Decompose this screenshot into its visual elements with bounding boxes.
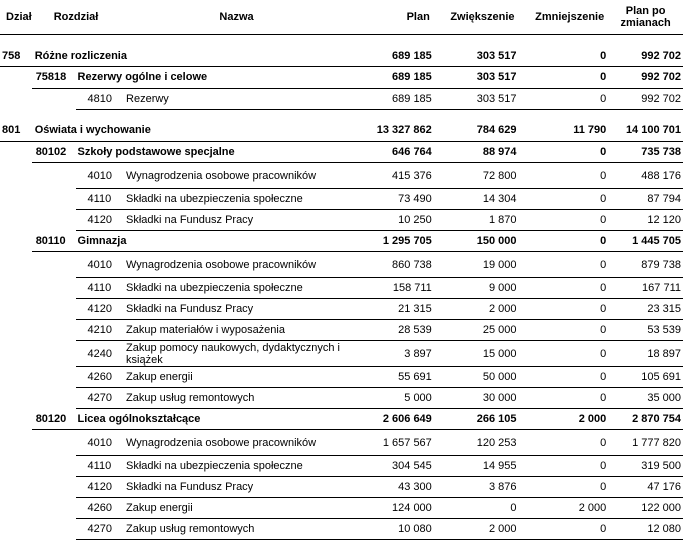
dzial-code: 801 bbox=[0, 120, 32, 142]
empty-cell bbox=[32, 498, 76, 519]
plan-po-zmianach-value: 167 711 bbox=[608, 278, 683, 299]
zwiekszenie-value: 150 000 bbox=[434, 231, 519, 252]
paragraf-row bbox=[0, 189, 683, 210]
plan-po-zmianach-value: 23 315 bbox=[608, 299, 683, 320]
dzial-row bbox=[0, 45, 683, 67]
plan-value: 13 327 862 bbox=[361, 120, 434, 142]
empty-cell bbox=[0, 231, 32, 252]
zmniejszenie-value: 0 bbox=[519, 45, 609, 67]
zwiekszenie-value: 303 517 bbox=[434, 45, 519, 67]
zwiekszenie-value: 2 000 bbox=[434, 519, 519, 540]
zwiekszenie-value: 303 517 bbox=[434, 88, 519, 109]
dzial-name: Oświata i wychowanie bbox=[32, 120, 361, 142]
dzial-name: Różne rozliczenia bbox=[32, 45, 361, 67]
zwiekszenie-value: 88 974 bbox=[434, 141, 519, 163]
plan-value: 28 539 bbox=[361, 320, 434, 341]
empty-cell bbox=[32, 456, 76, 477]
header-rozdzial: Rozdział bbox=[32, 0, 112, 35]
paragraf-name: Wynagrodzenia osobowe pracowników bbox=[112, 252, 361, 278]
paragraf-code: 4210 bbox=[76, 320, 112, 341]
empty-cell bbox=[0, 409, 32, 430]
zwiekszenie-value: 1 870 bbox=[434, 210, 519, 231]
plan-value: 689 185 bbox=[361, 67, 434, 89]
plan-po-zmianach-value: 2 870 754 bbox=[608, 409, 683, 430]
rozdzial-row bbox=[0, 231, 683, 252]
empty-cell bbox=[0, 498, 32, 519]
paragraf-name: Składki na ubezpieczenia społeczne bbox=[112, 278, 361, 299]
empty-cell bbox=[0, 341, 32, 367]
paragraf-row bbox=[0, 88, 683, 109]
paragraf-row bbox=[0, 456, 683, 477]
rozdzial-code: 80120 bbox=[32, 409, 76, 430]
paragraf-row bbox=[0, 367, 683, 388]
header-nazwa: Nazwa bbox=[112, 0, 361, 35]
plan-value: 73 490 bbox=[361, 189, 434, 210]
zwiekszenie-value: 30 000 bbox=[434, 388, 519, 409]
zwiekszenie-value: 3 876 bbox=[434, 477, 519, 498]
empty-cell bbox=[0, 299, 32, 320]
zwiekszenie-value: 266 105 bbox=[434, 409, 519, 430]
plan-po-zmianach-value: 319 500 bbox=[608, 456, 683, 477]
plan-po-zmianach-value: 18 897 bbox=[608, 341, 683, 367]
empty-cell bbox=[0, 67, 32, 89]
empty-cell bbox=[0, 519, 32, 540]
plan-po-zmianach-value: 53 539 bbox=[608, 320, 683, 341]
empty-cell bbox=[0, 430, 32, 456]
paragraf-row bbox=[0, 498, 683, 519]
plan-po-zmianach-value: 488 176 bbox=[608, 163, 683, 189]
plan-value: 646 764 bbox=[361, 141, 434, 163]
dzial-code: 758 bbox=[0, 45, 32, 67]
table-body bbox=[0, 35, 683, 540]
paragraf-name: Składki na ubezpieczenia społeczne bbox=[112, 189, 361, 210]
spacer-cell bbox=[0, 109, 683, 120]
spacer-row bbox=[0, 35, 683, 46]
zmniejszenie-value: 0 bbox=[519, 252, 609, 278]
plan-value: 1 295 705 bbox=[361, 231, 434, 252]
paragraf-row bbox=[0, 278, 683, 299]
header-dzial: Dział bbox=[0, 0, 32, 35]
paragraf-code: 4270 bbox=[76, 388, 112, 409]
paragraf-code: 4260 bbox=[76, 367, 112, 388]
empty-cell bbox=[0, 210, 32, 231]
rozdzial-name: Rezerwy ogólne i celowe bbox=[76, 67, 362, 89]
paragraf-name: Wynagrodzenia osobowe pracowników bbox=[112, 430, 361, 456]
zwiekszenie-value: 72 800 bbox=[434, 163, 519, 189]
rozdzial-row bbox=[0, 141, 683, 163]
zmniejszenie-value: 0 bbox=[519, 189, 609, 210]
paragraf-name: Wynagrodzenia osobowe pracowników bbox=[112, 163, 361, 189]
zwiekszenie-value: 120 253 bbox=[434, 430, 519, 456]
paragraf-row bbox=[0, 210, 683, 231]
empty-cell bbox=[32, 367, 76, 388]
plan-value: 10 080 bbox=[361, 519, 434, 540]
empty-cell bbox=[0, 252, 32, 278]
plan-value: 3 897 bbox=[361, 341, 434, 367]
spacer-cell bbox=[0, 35, 683, 46]
empty-cell bbox=[0, 88, 32, 109]
paragraf-row bbox=[0, 341, 683, 367]
zwiekszenie-value: 14 955 bbox=[434, 456, 519, 477]
plan-po-zmianach-value: 879 738 bbox=[608, 252, 683, 278]
plan-value: 124 000 bbox=[361, 498, 434, 519]
plan-po-zmianach-value: 87 794 bbox=[608, 189, 683, 210]
paragraf-code: 4120 bbox=[76, 299, 112, 320]
empty-cell bbox=[0, 163, 32, 189]
plan-value: 10 250 bbox=[361, 210, 434, 231]
paragraf-name: Zakup usług remontowych bbox=[112, 388, 361, 409]
paragraf-code: 4120 bbox=[76, 210, 112, 231]
paragraf-code: 4010 bbox=[76, 430, 112, 456]
paragraf-name: Rezerwy bbox=[112, 88, 361, 109]
empty-cell bbox=[0, 456, 32, 477]
zwiekszenie-value: 0 bbox=[434, 498, 519, 519]
zwiekszenie-value: 14 304 bbox=[434, 189, 519, 210]
plan-po-zmianach-value: 122 000 bbox=[608, 498, 683, 519]
plan-value: 689 185 bbox=[361, 45, 434, 67]
empty-cell bbox=[0, 189, 32, 210]
plan-value: 5 000 bbox=[361, 388, 434, 409]
header-zmniejszenie: Zmniejszenie bbox=[519, 0, 609, 35]
zmniejszenie-value: 0 bbox=[519, 299, 609, 320]
empty-cell bbox=[32, 189, 76, 210]
zwiekszenie-value: 19 000 bbox=[434, 252, 519, 278]
empty-cell bbox=[32, 477, 76, 498]
zmniejszenie-value: 11 790 bbox=[519, 120, 609, 142]
zmniejszenie-value: 0 bbox=[519, 278, 609, 299]
plan-value: 1 657 567 bbox=[361, 430, 434, 456]
paragraf-name: Składki na Fundusz Pracy bbox=[112, 210, 361, 231]
paragraf-name: Składki na Fundusz Pracy bbox=[112, 299, 361, 320]
zwiekszenie-value: 9 000 bbox=[434, 278, 519, 299]
paragraf-row bbox=[0, 388, 683, 409]
plan-po-zmianach-value: 105 691 bbox=[608, 367, 683, 388]
zwiekszenie-value: 2 000 bbox=[434, 299, 519, 320]
empty-cell bbox=[32, 388, 76, 409]
empty-cell bbox=[32, 210, 76, 231]
empty-cell bbox=[0, 141, 32, 163]
zwiekszenie-value: 50 000 bbox=[434, 367, 519, 388]
plan-value: 689 185 bbox=[361, 88, 434, 109]
rozdzial-code: 80102 bbox=[32, 141, 76, 163]
empty-cell bbox=[32, 341, 76, 367]
empty-cell bbox=[32, 320, 76, 341]
plan-value: 2 606 649 bbox=[361, 409, 434, 430]
paragraf-name: Składki na ubezpieczenia społeczne bbox=[112, 456, 361, 477]
rozdzial-name: Gimnazja bbox=[76, 231, 362, 252]
empty-cell bbox=[0, 477, 32, 498]
paragraf-name: Zakup materiałów i wyposażenia bbox=[112, 320, 361, 341]
empty-cell bbox=[32, 163, 76, 189]
header-zwiekszenie: Zwiększenie bbox=[434, 0, 519, 35]
plan-po-zmianach-value: 992 702 bbox=[608, 67, 683, 89]
rozdzial-row bbox=[0, 409, 683, 430]
table-header bbox=[0, 0, 683, 35]
zmniejszenie-value: 0 bbox=[519, 210, 609, 231]
empty-cell bbox=[0, 320, 32, 341]
plan-po-zmianach-value: 992 702 bbox=[608, 88, 683, 109]
rozdzial-name: Szkoły podstawowe specjalne bbox=[76, 141, 362, 163]
zmniejszenie-value: 0 bbox=[519, 477, 609, 498]
zmniejszenie-value: 0 bbox=[519, 163, 609, 189]
empty-cell bbox=[32, 519, 76, 540]
empty-cell bbox=[32, 88, 76, 109]
rozdzial-code: 80110 bbox=[32, 231, 76, 252]
plan-value: 21 315 bbox=[361, 299, 434, 320]
paragraf-code: 4110 bbox=[76, 189, 112, 210]
zmniejszenie-value: 0 bbox=[519, 320, 609, 341]
plan-po-zmianach-value: 12 120 bbox=[608, 210, 683, 231]
empty-cell bbox=[32, 252, 76, 278]
paragraf-name: Zakup energii bbox=[112, 498, 361, 519]
zmniejszenie-value: 0 bbox=[519, 388, 609, 409]
paragraf-row bbox=[0, 252, 683, 278]
paragraf-row bbox=[0, 477, 683, 498]
zmniejszenie-value: 0 bbox=[519, 231, 609, 252]
plan-value: 860 738 bbox=[361, 252, 434, 278]
zwiekszenie-value: 25 000 bbox=[434, 320, 519, 341]
dzial-row bbox=[0, 120, 683, 142]
paragraf-row bbox=[0, 519, 683, 540]
empty-cell bbox=[32, 430, 76, 456]
header-plan: Plan bbox=[361, 0, 434, 35]
zmniejszenie-value: 0 bbox=[519, 430, 609, 456]
paragraf-code: 4270 bbox=[76, 519, 112, 540]
paragraf-code: 4260 bbox=[76, 498, 112, 519]
empty-cell bbox=[0, 388, 32, 409]
empty-cell bbox=[0, 278, 32, 299]
plan-po-zmianach-value: 35 000 bbox=[608, 388, 683, 409]
paragraf-code: 4810 bbox=[76, 88, 112, 109]
plan-po-zmianach-value: 14 100 701 bbox=[608, 120, 683, 142]
paragraf-row bbox=[0, 299, 683, 320]
paragraf-row bbox=[0, 163, 683, 189]
paragraf-code: 4240 bbox=[76, 341, 112, 367]
plan-po-zmianach-value: 992 702 bbox=[608, 45, 683, 67]
plan-po-zmianach-value: 1 445 705 bbox=[608, 231, 683, 252]
zmniejszenie-value: 2 000 bbox=[519, 498, 609, 519]
plan-po-zmianach-value: 735 738 bbox=[608, 141, 683, 163]
plan-value: 55 691 bbox=[361, 367, 434, 388]
paragraf-row bbox=[0, 320, 683, 341]
plan-value: 415 376 bbox=[361, 163, 434, 189]
zmniejszenie-value: 0 bbox=[519, 456, 609, 477]
spacer-row bbox=[0, 109, 683, 120]
zmniejszenie-value: 0 bbox=[519, 67, 609, 89]
header-plan-po-zmianach: Plan po zmianach bbox=[608, 0, 683, 35]
plan-value: 158 711 bbox=[361, 278, 434, 299]
zwiekszenie-value: 303 517 bbox=[434, 67, 519, 89]
zwiekszenie-value: 15 000 bbox=[434, 341, 519, 367]
paragraf-name: Zakup pomocy naukowych, dydaktycznych i książek bbox=[112, 341, 361, 367]
paragraf-code: 4120 bbox=[76, 477, 112, 498]
paragraf-code: 4010 bbox=[76, 252, 112, 278]
zmniejszenie-value: 0 bbox=[519, 367, 609, 388]
zmniejszenie-value: 0 bbox=[519, 519, 609, 540]
plan-value: 43 300 bbox=[361, 477, 434, 498]
paragraf-code: 4110 bbox=[76, 278, 112, 299]
paragraf-code: 4110 bbox=[76, 456, 112, 477]
rozdzial-name: Licea ogólnokształcące bbox=[76, 409, 362, 430]
zwiekszenie-value: 784 629 bbox=[434, 120, 519, 142]
paragraf-code: 4010 bbox=[76, 163, 112, 189]
plan-value: 304 545 bbox=[361, 456, 434, 477]
rozdzial-row bbox=[0, 67, 683, 89]
empty-cell bbox=[32, 299, 76, 320]
plan-po-zmianach-value: 47 176 bbox=[608, 477, 683, 498]
rozdzial-code: 75818 bbox=[32, 67, 76, 89]
paragraf-row bbox=[0, 430, 683, 456]
empty-cell bbox=[0, 367, 32, 388]
plan-po-zmianach-value: 1 777 820 bbox=[608, 430, 683, 456]
empty-cell bbox=[32, 278, 76, 299]
zmniejszenie-value: 0 bbox=[519, 88, 609, 109]
zmniejszenie-value: 2 000 bbox=[519, 409, 609, 430]
zmniejszenie-value: 0 bbox=[519, 141, 609, 163]
paragraf-name: Zakup usług remontowych bbox=[112, 519, 361, 540]
plan-po-zmianach-value: 12 080 bbox=[608, 519, 683, 540]
zmniejszenie-value: 0 bbox=[519, 341, 609, 367]
paragraf-name: Składki na Fundusz Pracy bbox=[112, 477, 361, 498]
paragraf-name: Zakup energii bbox=[112, 367, 361, 388]
